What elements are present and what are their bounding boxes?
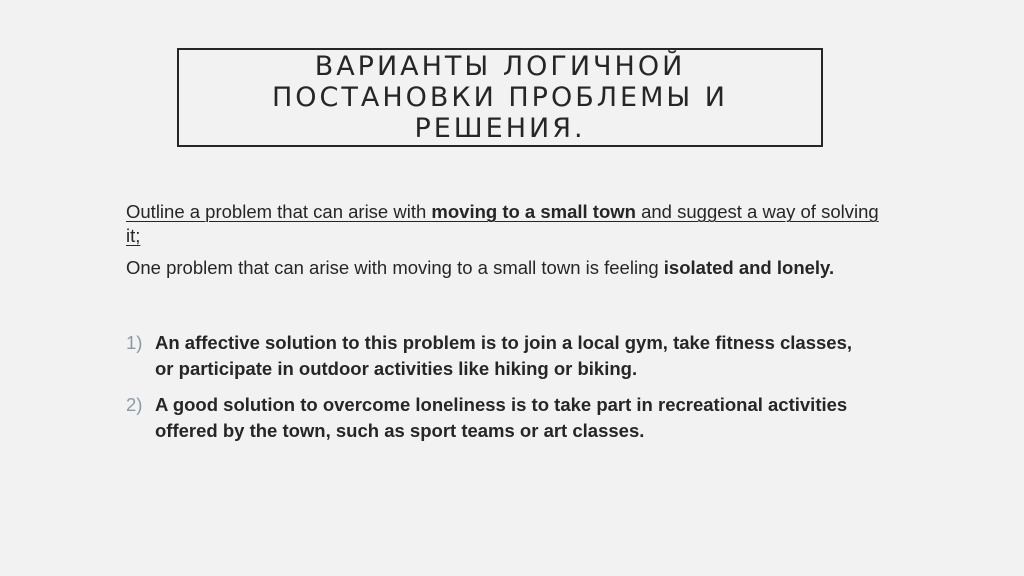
task-text-before: Outline a problem that can arise with — [126, 201, 432, 222]
solution-text: An affective solution to this problem is to join a local gym, take fitness classes, or participate in outdoor activities like hiking or biking. — [155, 332, 853, 379]
list-marker: 2) — [126, 394, 143, 415]
list-marker: 1) — [126, 332, 143, 353]
list-item — [126, 392, 855, 444]
problem-statement — [126, 256, 916, 280]
solution-text: A good solution to overcome loneliness is to take part in recreational activities offered by the town, such as sport teams or art classes. — [155, 394, 848, 441]
solutions-list — [126, 330, 916, 444]
task-text-after: and suggest a way of solving it; — [126, 201, 879, 246]
slide-title: ВАРИАНТЫ ЛОГИЧНОЙ ПОСТАНОВКИ ПРОБЛЕМЫ И РЕШЕНИЯ. — [271, 51, 729, 144]
task-prompt — [126, 200, 886, 248]
task-text-bold: moving to a small town — [431, 201, 636, 222]
slide-content — [126, 200, 916, 454]
problem-text-bold: isolated and lonely. — [663, 257, 835, 278]
problem-text: One problem that can arise with moving to a small town is feeling — [126, 257, 664, 278]
title-box — [177, 48, 823, 147]
list-item — [126, 330, 855, 382]
